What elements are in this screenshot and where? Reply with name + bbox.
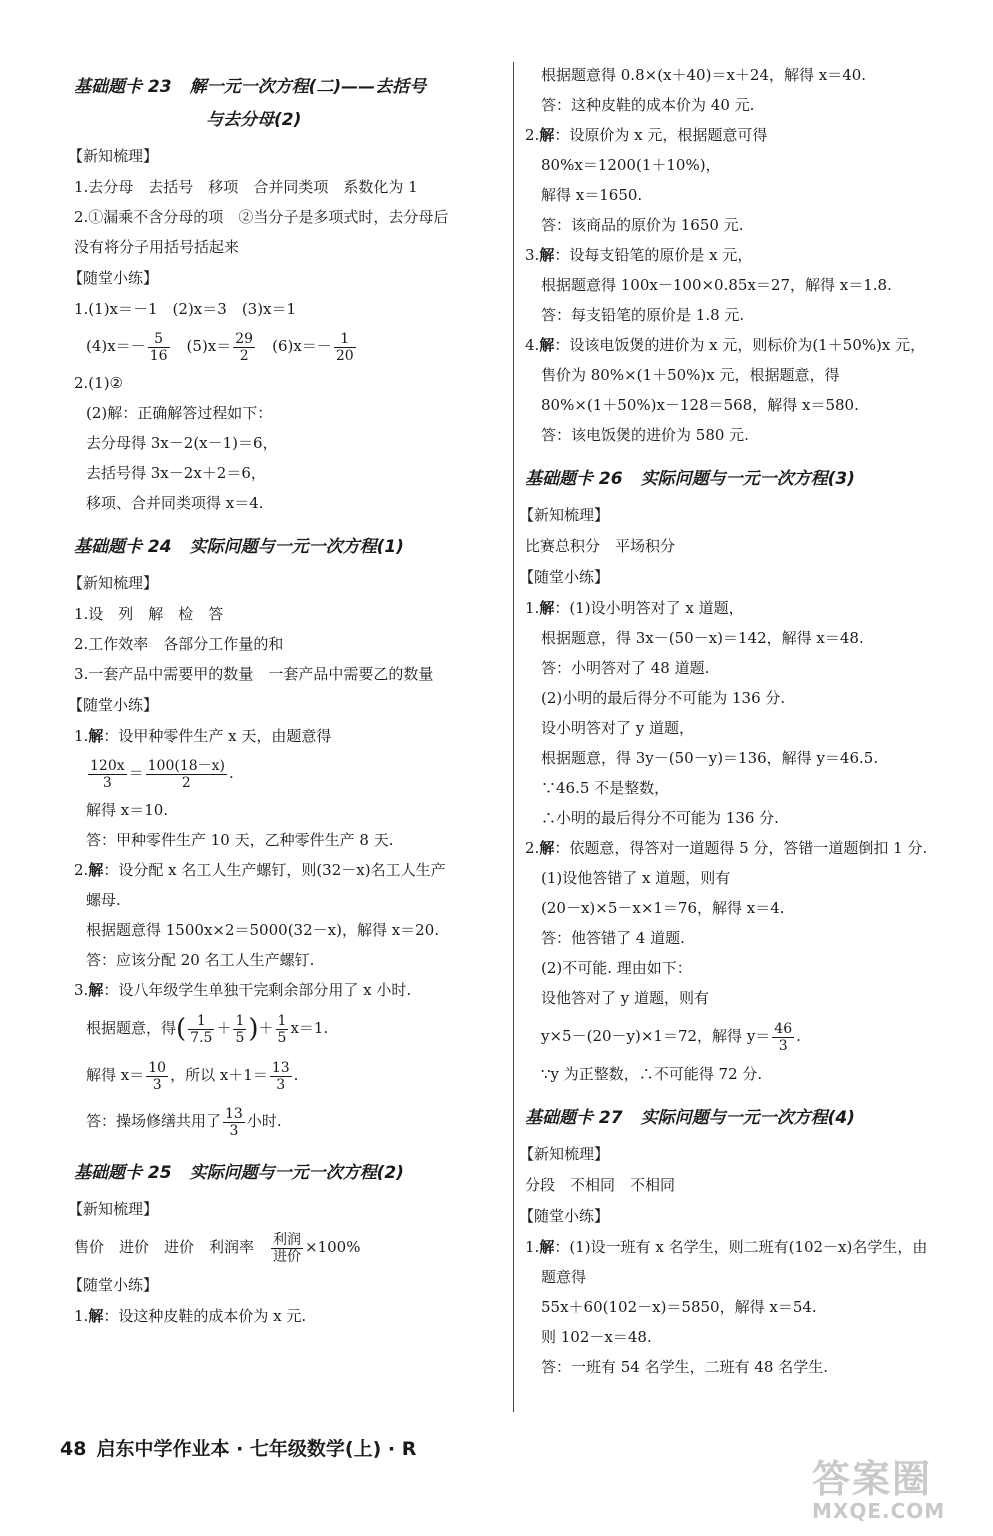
- card-27-heading: 基础题卡 27 实际问题与一元一次方程(4): [525, 1108, 855, 1128]
- fraction-line: 售价 进价 进价 利润率 $\frac{\text{利润}}{\text{进价}}$ ×100%: [74, 1231, 361, 1265]
- text-line: 2.(1)②: [74, 374, 124, 392]
- text-line: 3.解：设八年级学生单独干完剩余部分用了 x 小时.: [74, 981, 412, 999]
- text-line: ∵y 为正整数，∴不可能得 72 分.: [541, 1065, 763, 1083]
- card-24-heading: 基础题卡 24 实际问题与一元一次方程(1): [74, 537, 404, 557]
- text-line: 2.解：设原价为 x 元，根据题意可得: [525, 126, 768, 144]
- text-line: ∴小明的最后得分不可能为 136 分.: [541, 809, 779, 827]
- card-26-heading: 基础题卡 26 实际问题与一元一次方程(3): [525, 469, 855, 489]
- watermark-logo: 答案圈 MXQE.COM: [812, 1457, 946, 1523]
- text-line: 1.解：(1)设小明答对了 x 道题，: [525, 599, 744, 617]
- section-xinzhi: 【新知梳理】: [68, 147, 159, 165]
- fraction: $\frac{100(18-x)}{2}$: [147, 757, 225, 791]
- text-line: 比赛总积分 平场积分: [525, 537, 676, 555]
- fraction: $\frac{10}{3}$: [148, 1059, 167, 1093]
- fraction-line: $\frac{120x}{3}$ ＝ $\frac{100(18-x)}{2}$ .: [90, 757, 234, 791]
- text-line: 根据题意，得 3x－(50－x)＝142，解得 x＝48.: [541, 629, 864, 647]
- text-line: 2.解：设分配 x 名工人生产螺钉，则(32－x)名工人生产: [74, 861, 446, 879]
- section-xinzhi: 【新知梳理】: [519, 506, 610, 524]
- section-suitang: 【随堂小练】: [68, 696, 159, 714]
- fraction: $\frac{1}{20}$: [335, 330, 354, 364]
- fraction: $\frac{13}{3}$: [225, 1105, 243, 1139]
- text-line: 1.解：设甲种零件生产 x 天，由题意得: [74, 727, 332, 745]
- card-23-heading: 基础题卡 23 解一元一次方程(二)——去括号: [74, 77, 427, 97]
- text-line: 没有将分子用括号括起来: [74, 238, 240, 256]
- text-line: 答：这种皮鞋的成本价为 40 元.: [541, 96, 755, 114]
- book-title: 启东中学作业本 · 七年级数学(上) · R: [96, 1438, 417, 1460]
- text-line: 分段 不相同 不相同: [525, 1176, 676, 1194]
- text-line: 答：一班有 54 名学生，二班有 48 名学生.: [541, 1358, 829, 1376]
- text-line: 答：应该分配 20 名工人生产螺钉.: [86, 951, 315, 969]
- fraction: $\frac{120x}{3}$: [90, 757, 125, 791]
- fraction: $\frac{\text{利润}}{\text{进价}}$: [273, 1231, 302, 1265]
- text-line: 根据题意得 100x－100×0.85x＝27，解得 x＝1.8.: [541, 276, 892, 294]
- text-line: 3.一套产品中需要甲的数量 一套产品中需要乙的数量: [74, 665, 434, 683]
- text-line: 2.工作效率 各部分工作量的和: [74, 635, 284, 653]
- text-line: 售价为 80%×(1＋50%)x 元，根据题意，得: [541, 366, 840, 384]
- text-line: 去括号得 3x－2x＋2＝6，: [86, 464, 266, 482]
- text-line: 答：他答错了 4 道题.: [541, 929, 685, 947]
- text-line: 1.解：设这种皮鞋的成本价为 x 元.: [74, 1307, 307, 1325]
- text-line: (2)解：正确解答过程如下：: [86, 404, 273, 422]
- text-line: (2)不可能. 理由如下：: [541, 959, 692, 977]
- column-divider: [513, 62, 514, 1412]
- text-line: 3.解：设每支铅笔的原价是 x 元，: [525, 246, 753, 264]
- text-line: 80%×(1＋50%)x－128＝568，解得 x＝580.: [541, 396, 859, 414]
- fraction: $\frac{5}{16}$: [149, 330, 168, 364]
- text-line: 答：甲种零件生产 10 天，乙种零件生产 8 天.: [86, 831, 394, 849]
- text-line: 去分母得 3x－2(x－1)＝6，: [86, 434, 278, 452]
- fraction: $\frac{1}{5}$: [277, 1012, 287, 1046]
- right-column: [519, 60, 965, 1382]
- text-line: 根据题意得 1500x×2＝5000(32－x)，解得 x＝20.: [86, 921, 440, 939]
- text-line: 解得 x＝10.: [86, 801, 169, 819]
- card-23-heading-cont: 与去分母(2): [206, 110, 302, 130]
- text-line: 根据题意得 0.8×(x＋40)＝x＋24，解得 x＝40.: [541, 66, 867, 84]
- text-line: 答：小明答对了 48 道题.: [541, 659, 710, 677]
- text-line: (2)小明的最后得分不可能为 136 分.: [541, 689, 786, 707]
- section-suitang: 【随堂小练】: [68, 269, 159, 287]
- fraction: $\frac{1}{7.5}$: [190, 1012, 213, 1046]
- fraction-line: 答：操场修缮共用了 $\frac{13}{3}$ 小时.: [86, 1105, 282, 1139]
- text-line: 移项、合并同类项得 x＝4.: [86, 494, 264, 512]
- text-line: ∵46.5 不是整数，: [541, 779, 670, 797]
- text-line: 答：该电饭煲的进价为 580 元.: [541, 426, 749, 444]
- fraction-line: (4)x＝－ $\frac{5}{16}$ (5)x＝ $\frac{29}{2}$ (6)x＝－ $\frac{1}{20}$: [86, 330, 354, 364]
- page-footer: [60, 1434, 416, 1461]
- fraction-line: 根据题意，得( $\frac{1}{7.5}$ ＋ $\frac{1}{5}$ )＋ $\frac{1}{5}$ x＝1.: [86, 1012, 329, 1046]
- fraction: $\frac{1}{5}$: [235, 1012, 245, 1046]
- section-xinzhi: 【新知梳理】: [519, 1145, 610, 1163]
- text-line: 1.去分母 去括号 移项 合并同类项 系数化为 1: [74, 178, 418, 196]
- text-line: 根据题意，得 3y－(50－y)＝136，解得 y＝46.5.: [541, 749, 879, 767]
- text-line: (20－x)×5－x×1＝76，解得 x＝4.: [541, 899, 785, 917]
- section-suitang: 【随堂小练】: [519, 1207, 610, 1225]
- fraction-line: 解得 x＝ $\frac{10}{3}$ ，所以 x＋1＝ $\frac{13}{3}$ .: [86, 1059, 299, 1093]
- text-line: 解得 x＝1650.: [541, 186, 643, 204]
- text-line: 55x＋60(102－x)＝5850，解得 x＝54.: [541, 1298, 817, 1316]
- text-line: 设小明答对了 y 道题，: [541, 719, 695, 737]
- text-line: 2.①漏乘不含分母的项 ②当分子是多项式时，去分母后: [74, 208, 449, 226]
- text-line: 80%x＝1200(1＋10%)，: [541, 156, 721, 174]
- text-line: 设他答对了 y 道题，则有: [541, 989, 710, 1007]
- text-line: (1)设他答错了 x 道题，则有: [541, 869, 731, 887]
- text-line: 题意得: [541, 1268, 587, 1286]
- fraction: $\frac{29}{2}$: [235, 330, 254, 364]
- text-line: 1.设 列 解 检 答: [74, 605, 224, 623]
- fraction: $\frac{13}{3}$: [271, 1059, 290, 1093]
- text-line: 1.(1)x＝－1 (2)x＝3 (3)x＝1: [74, 300, 297, 318]
- section-suitang: 【随堂小练】: [68, 1276, 159, 1294]
- text-line: 2.解：依题意，得答对一道题得 5 分，答错一道题倒扣 1 分.: [525, 839, 928, 857]
- fraction-line: y×5－(20－y)×1＝72，解得 y＝ $\frac{46}{3}$ .: [541, 1020, 801, 1054]
- page-number: 48: [60, 1438, 87, 1460]
- section-xinzhi: 【新知梳理】: [68, 574, 159, 592]
- card-25-heading: 基础题卡 25 实际问题与一元一次方程(2): [74, 1163, 404, 1183]
- fraction: $\frac{46}{3}$: [774, 1020, 793, 1054]
- text-line: 答：该商品的原价为 1650 元.: [541, 216, 744, 234]
- text-line: 1.解：(1)设一班有 x 名学生，则二班有(102－x)名学生，由: [525, 1238, 928, 1256]
- text-line: 则 102－x＝48.: [541, 1328, 652, 1346]
- text-line: 4.解：设该电饭煲的进价为 x 元，则标价为(1＋50%)x 元，: [525, 336, 926, 354]
- text-line: 螺母.: [86, 891, 121, 909]
- section-xinzhi: 【新知梳理】: [68, 1200, 159, 1218]
- section-suitang: 【随堂小练】: [519, 568, 610, 586]
- text-line: 答：每支铅笔的原价是 1.8 元.: [541, 306, 745, 324]
- left-column: [68, 66, 504, 1331]
